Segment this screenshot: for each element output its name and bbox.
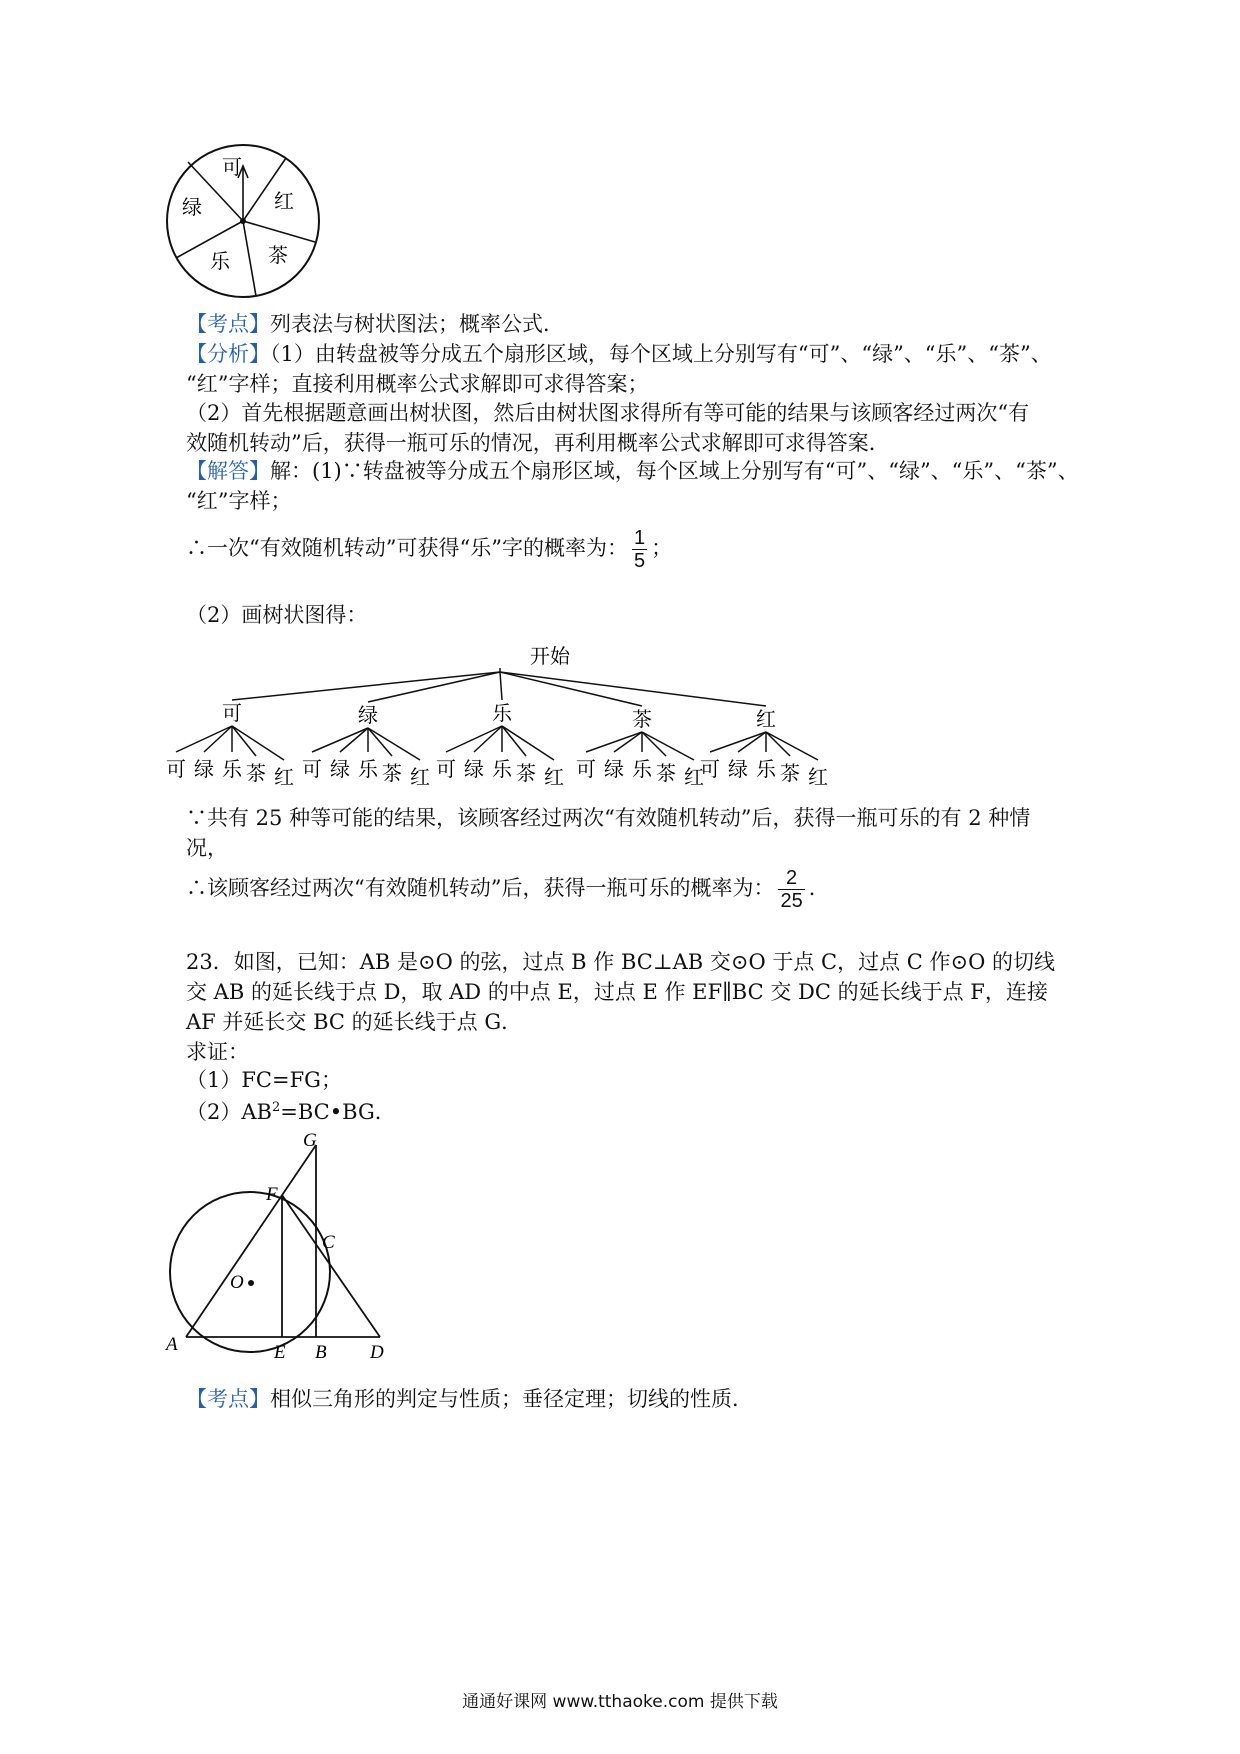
point-label-g: G xyxy=(303,1130,317,1151)
spinner-label-hong: 红 xyxy=(274,189,294,213)
prob1-end: ； xyxy=(651,536,673,560)
tree-leaf-4-2: 绿 xyxy=(604,757,624,781)
tree-diagram xyxy=(166,640,970,800)
point-label-c: C xyxy=(322,1232,335,1253)
tree-leaf-5-5: 红 xyxy=(808,765,828,789)
fenxi-line-3: （2）首先根据题意画出树状图，然后由树状图求得所有等可能的结果与该顾客经过两次“有 xyxy=(186,401,1030,425)
tree-node-1: 可 xyxy=(222,701,242,725)
tree-node-5: 红 xyxy=(756,707,776,731)
q23-kaodian-tag: 【考点】 xyxy=(186,1387,270,1411)
tree-leaf-4-5: 红 xyxy=(684,765,704,789)
tree-leaf-3-2: 绿 xyxy=(464,757,484,781)
tree-leaf-1-4: 茶 xyxy=(246,761,266,785)
point-label-o: O xyxy=(230,1272,244,1293)
prob1-line xyxy=(186,522,672,574)
tree-node-4: 茶 xyxy=(632,707,652,731)
prob1-fraction xyxy=(632,527,647,572)
jieda-line-1 xyxy=(186,456,1079,486)
tree-leaf-3-1: 可 xyxy=(436,757,456,781)
kaodian-text: 列表法与树状图法；概率公式． xyxy=(270,312,564,336)
point-label-a: A xyxy=(166,1334,178,1355)
prob2-end: ． xyxy=(808,876,830,900)
prob2-line xyxy=(186,862,830,914)
jieda-line-2: “红”字样； xyxy=(186,489,292,513)
tree-leaf-5-3: 乐 xyxy=(756,757,776,781)
q23-item2-post: =BC•BG． xyxy=(280,1100,396,1124)
prob1-denominator: 5 xyxy=(633,550,646,572)
prob2-text: ∴该顾客经过两次“有效随机转动”后，获得一瓶可乐的概率为： xyxy=(186,876,775,900)
q23-prove: 求证： xyxy=(186,1040,249,1064)
fenxi-line-1 xyxy=(186,339,1052,369)
prob2-numerator: 2 xyxy=(786,867,798,889)
because-line-1: ∵共有 25 种等可能的结果，该顾客经过两次“有效随机转动”后，获得一瓶可乐的有 2 种情 xyxy=(186,806,1031,830)
tree-leaf-4-1: 可 xyxy=(576,757,596,781)
q23-line-1: 23．如图，已知：AB 是⊙O 的弦，过点 B 作 BC⊥AB 交⊙O 于点 C，过点 C 作⊙O 的切线 xyxy=(186,950,1055,974)
fenxi-text-1: （1）由转盘被等分成五个扇形区域，每个区域上分别写有“可”、“绿”、“乐”、“茶”、 xyxy=(270,342,1052,366)
spinner-figure xyxy=(160,138,330,308)
q23-line-3: AF 并延长交 BC 的延长线于点 G． xyxy=(186,1010,523,1034)
geometry-figure xyxy=(160,1120,400,1370)
fenxi-line-2: “红”字样；直接利用概率公式求解即可求得答案； xyxy=(186,372,649,396)
tree-leaf-1-1: 可 xyxy=(166,757,186,781)
q23-item2-sup: 2 xyxy=(271,1100,281,1115)
tree-leaf-3-5: 红 xyxy=(544,765,564,789)
tree-leaf-1-3: 乐 xyxy=(222,757,242,781)
q23-item2-pre: （2）AB xyxy=(186,1100,272,1124)
tree-leaf-3-4: 茶 xyxy=(516,761,536,785)
page-footer: 通通好课网 www.tthaoke.com 提供下载 xyxy=(462,1692,778,1712)
tree-leaf-3-3: 乐 xyxy=(492,757,512,781)
fenxi-line-4: 效随机转动”后，获得一瓶可乐的情况，再利用概率公式求解即可求得答案． xyxy=(186,431,890,455)
tree-leaf-2-2: 绿 xyxy=(330,757,350,781)
tree-leaf-4-3: 乐 xyxy=(632,757,652,781)
tree-leaf-1-2: 绿 xyxy=(194,757,214,781)
tree-leaf-1-5: 红 xyxy=(274,765,294,789)
prob2-fraction xyxy=(778,867,804,912)
point-label-e: E xyxy=(274,1342,286,1363)
tree-leaf-2-1: 可 xyxy=(302,757,322,781)
kaodian-tag: 【考点】 xyxy=(186,312,270,336)
point-label-f: F xyxy=(266,1184,278,1205)
kaodian-line xyxy=(186,309,564,339)
part2-line: （2）画树状图得： xyxy=(186,603,368,627)
spinner-label-ke: 可 xyxy=(222,155,242,179)
q23-item-1: （1）FC=FG； xyxy=(186,1068,342,1092)
spinner-label-cha: 茶 xyxy=(268,243,288,267)
jieda-tag: 【解答】 xyxy=(186,459,270,483)
spinner-label-le: 乐 xyxy=(210,249,230,273)
tree-leaf-5-1: 可 xyxy=(700,757,720,781)
q23-kaodian-text: 相似三角形的判定与性质；垂径定理；切线的性质． xyxy=(270,1387,753,1411)
because-line-2: 况， xyxy=(186,836,228,860)
q23-kaodian-line xyxy=(186,1384,753,1414)
tree-leaf-2-5: 红 xyxy=(410,765,430,789)
tree-node-3: 乐 xyxy=(492,701,512,725)
point-label-d: D xyxy=(370,1342,384,1363)
tree-leaf-5-2: 绿 xyxy=(728,757,748,781)
prob1-text: ∴一次“有效随机转动”可获得“乐”字的概率为： xyxy=(186,536,628,560)
q23-line-2: 交 AB 的延长线于点 D，取 AD 的中点 E，过点 E 作 EF∥BC 交 DC 的延长线于点 F，连接 xyxy=(186,980,1048,1004)
prob1-numerator: 1 xyxy=(633,527,646,549)
fenxi-tag: 【分析】 xyxy=(186,342,270,366)
jieda-text-1: 解：(1)∵转盘被等分成五个扇形区域，每个区域上分别写有“可”、“绿”、“乐”、“茶”、 xyxy=(270,459,1079,483)
spinner-label-lv: 绿 xyxy=(182,195,202,219)
tree-leaf-2-3: 乐 xyxy=(358,757,378,781)
tree-leaf-2-4: 茶 xyxy=(382,761,402,785)
prob2-denominator: 25 xyxy=(780,890,803,912)
point-label-b: B xyxy=(315,1342,327,1363)
tree-leaf-5-4: 茶 xyxy=(780,761,800,785)
tree-root: 开始 xyxy=(530,644,570,668)
tree-leaf-4-4: 茶 xyxy=(656,761,676,785)
tree-node-2: 绿 xyxy=(358,703,378,727)
